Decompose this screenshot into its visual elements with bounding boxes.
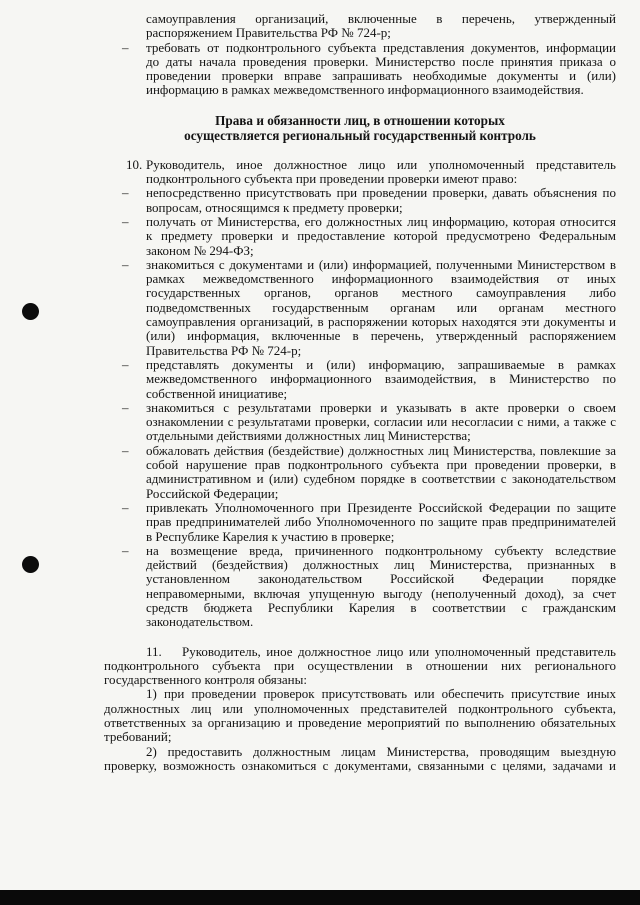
bullet-dash: – xyxy=(122,442,129,458)
text-line: подведомственных государственным органам или органам местного xyxy=(146,299,616,315)
bullet-item xyxy=(104,444,616,501)
text-line: средств бюджета Республики Карелия в соответствии с гражданским xyxy=(146,599,616,615)
text-line: неправомерными, включая упущенную выгоду (неполученный доход), за счет xyxy=(146,585,616,601)
text-line: непосредственно присутствовать при проведении проверки, давать объяснения по xyxy=(146,185,616,201)
bullet-item xyxy=(104,215,616,258)
text-line: распоряжением Правительства РФ № 724-р; xyxy=(146,25,391,41)
punch-hole-lower xyxy=(22,556,39,573)
text-line: Руководитель, иное должностное лицо или уполномоченный представитель xyxy=(182,643,616,659)
bullet-item xyxy=(104,358,616,401)
bullet-dash: – xyxy=(122,256,129,272)
text-line: ознакомлении с результатами проверки, согласии или несогласии с ними, а также с xyxy=(146,414,616,430)
text-line: межведомственного информационного взаимодействия, в Министерство по xyxy=(146,371,616,387)
text-line: административном и (или) судебном порядке в соответствии с законодательством xyxy=(146,471,616,487)
text-line: требовать от подконтрольного субъекта представления документов, информации xyxy=(146,39,616,55)
numbered-item-10 xyxy=(104,158,616,187)
bullet-item xyxy=(104,544,616,630)
text-line: рамках межведомственного информационного взаимодействия от иных xyxy=(146,271,616,287)
text-line: действий (бездействия) должностных лиц Министерства, признанных в xyxy=(146,557,616,573)
text-line: знакомиться с документами и (или) информацией, полученными Министерством в xyxy=(146,256,616,272)
heading-line: осуществляется региональный государственный контроль xyxy=(184,127,536,143)
text-line: привлекать Уполномоченного при Президенте Российской Федерации по защите xyxy=(146,499,616,515)
text-line: (или) информация, включенные в перечень, утвержденный распоряжением xyxy=(146,328,616,344)
heading-line: Права и обязанности лиц, в отношении которых xyxy=(215,112,505,128)
text-line: вопросам, относящимся к предмету проверки; xyxy=(146,199,403,215)
text-line: государственного контроля обязаны: xyxy=(104,672,307,688)
text-line: подконтрольного субъекта при проведении проверки имеют право: xyxy=(146,171,518,187)
text-line: государственных органов, органов местного самоуправления либо xyxy=(146,285,616,301)
text-line: проведении проверки вправе запрашивать необходимые документы и (или) xyxy=(146,68,616,84)
document-body xyxy=(104,12,616,773)
duty-item-2 xyxy=(104,745,616,774)
text-line: 2) предоставить должностным лицам Министерства, проводящим выездную xyxy=(146,743,616,759)
item-number: 11. xyxy=(146,643,162,659)
punch-hole-upper xyxy=(22,303,39,320)
spacer xyxy=(104,98,616,113)
section-heading xyxy=(104,113,616,143)
text-line: проверку, возможность ознакомиться с документами, связанными с целями, задачами и xyxy=(104,757,616,773)
text-line: в Республике Карелия к участию в проверке; xyxy=(146,528,395,544)
text-line: представлять документы и (или) информацию, запрашиваемые в рамках xyxy=(146,356,616,372)
text-line: получать от Министерства, его должностных лиц информацию, которая относится xyxy=(146,213,616,229)
bullet-dash: – xyxy=(122,356,129,372)
duty-item-1 xyxy=(104,687,616,744)
continuation-paragraph xyxy=(104,12,616,41)
bullet-item xyxy=(104,501,616,544)
item-11-first-line xyxy=(104,645,616,659)
text-line: Российской Федерации; xyxy=(146,485,279,501)
text-line: на возмещение вреда, причиненного подконтрольному субъекту вследствие xyxy=(146,542,616,558)
text-line: установленном законодательством Российской Федерации порядке xyxy=(146,571,616,587)
text-line: Руководитель, иное должностное лицо или уполномоченный представитель xyxy=(146,156,616,172)
text-line: самоуправления организаций, включенные в перечень, утвержденный xyxy=(146,11,616,26)
text-line: законодательством. xyxy=(146,614,254,630)
text-line: 1) при проведении проверок присутствовать или обеспечить присутствие иных xyxy=(146,686,616,702)
bullet-dash: – xyxy=(122,399,129,415)
text-line: Правительства РФ № 724-р; xyxy=(146,342,302,358)
item-number: 10. xyxy=(126,156,143,172)
text-line: должностных лиц или уполномоченных представителей подконтрольного субъекта, xyxy=(104,700,616,716)
text-line: собственной инициативе; xyxy=(146,385,288,401)
text-line: до даты начала проведения проверки. Министерство после принятия приказа о xyxy=(146,53,616,69)
bullet-dash: – xyxy=(122,542,129,558)
text-line: информацию в рамках межведомственного информационного взаимодействия. xyxy=(146,82,584,98)
bullet-item xyxy=(104,41,616,98)
text-line: законом № 294-ФЗ; xyxy=(146,242,254,258)
scan-bottom-edge xyxy=(0,890,640,905)
bullet-item xyxy=(104,258,616,358)
text-line: знакомиться с результатами проверки и указывать в акте проверки о своем xyxy=(146,399,616,415)
text-line: отдельными действиями должностных лиц Министерства; xyxy=(146,428,471,444)
bullet-dash: – xyxy=(122,185,129,201)
spacer xyxy=(104,630,616,645)
text-line: подконтрольного субъекта при осуществлении в отношении них регионального xyxy=(104,657,616,673)
bullet-item xyxy=(104,186,616,215)
text-line: требований; xyxy=(104,729,172,745)
bullet-dash: – xyxy=(122,39,129,55)
bullet-item xyxy=(104,401,616,444)
text-line: самоуправления организаций, в распоряжении которых находятся эти документы и xyxy=(146,314,616,330)
spacer xyxy=(104,143,616,158)
bullet-dash: – xyxy=(122,213,129,229)
bullet-dash: – xyxy=(122,499,129,515)
text-line: ответственных за организацию и проведение мероприятий по выполнению обязательных xyxy=(104,715,616,731)
text-line: прав предпринимателей либо Уполномоченного по защите прав предпринимателей xyxy=(146,514,616,530)
text-line: к предмету проверки и предоставление которой предусмотрено Федеральным xyxy=(146,228,616,244)
numbered-item-11 xyxy=(104,645,616,688)
text-line: обжаловать действия (бездействие) должностных лиц Министерства, повлекшие за xyxy=(146,442,616,458)
text-line: собой нарушение прав подконтрольного субъекта при проведении проверки, в xyxy=(146,457,616,473)
